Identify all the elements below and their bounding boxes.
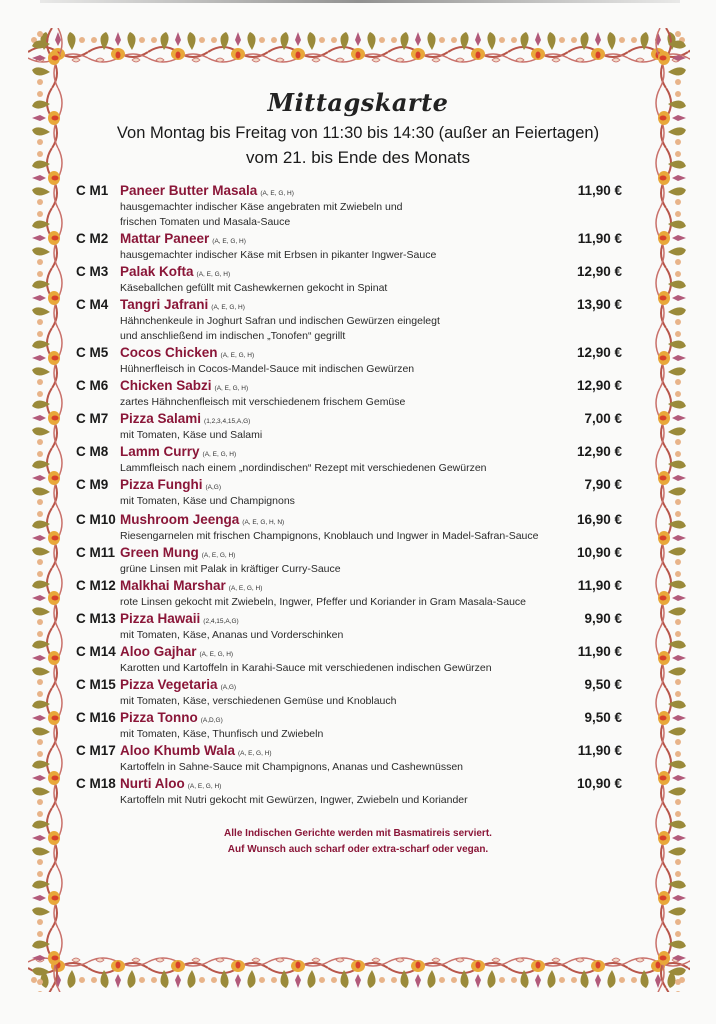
menu-item bbox=[76, 443, 628, 476]
dish-description: Kartoffeln mit Nutri gekocht mit Gewürzen, Ingwer, Zwiebeln und Koriander bbox=[120, 794, 468, 806]
allergen-codes: (A,G) bbox=[220, 684, 237, 691]
page-edge-shadow bbox=[40, 0, 680, 3]
dish-name bbox=[120, 263, 230, 284]
dish-description: Hähnchenkeule in Joghurt Safran und indischen Gewürzen eingelegt bbox=[120, 315, 440, 327]
dish-description: Lammfleisch nach einem „nordindischen“ Rezept mit verschiedenen Gewürzen bbox=[120, 462, 487, 474]
allergen-codes: (A, E, G, H) bbox=[202, 451, 237, 458]
menu-item-header bbox=[76, 443, 628, 461]
menu-item-header bbox=[76, 742, 628, 760]
allergen-codes: (A, E, G, H, N) bbox=[242, 519, 285, 526]
dish-name-text: Nurti Aloo bbox=[120, 776, 185, 791]
menu-item bbox=[76, 742, 628, 775]
paisley-border-icon bbox=[28, 28, 690, 68]
dish-price: 13,90 € bbox=[576, 297, 622, 312]
dish-name-text: Pizza Salami bbox=[120, 411, 202, 426]
dish-name bbox=[120, 610, 239, 631]
dish-description: zartes Hähnchenfleisch mit verschiedenem frischem Gemüse bbox=[120, 396, 406, 408]
menu-item-header bbox=[76, 263, 628, 281]
menu-item-header bbox=[76, 296, 628, 314]
allergen-codes: (A, E, G, H) bbox=[228, 585, 263, 592]
dish-name-text: Paneer Butter Masala bbox=[120, 183, 258, 198]
dish-name-text: Mushroom Jeenga bbox=[120, 512, 240, 527]
dish-name-text: Lamm Curry bbox=[120, 444, 200, 459]
dish-price: 16,90 € bbox=[576, 512, 622, 527]
dish-name bbox=[120, 742, 272, 763]
dish-description: Karotten und Kartoffeln in Karahi-Sauce mit verschiedenen indischen Gewürzen bbox=[120, 662, 492, 674]
menu-item-header bbox=[76, 230, 628, 248]
menu-item-header bbox=[76, 511, 628, 529]
allergen-codes: (A, E, G, H) bbox=[196, 271, 231, 278]
dish-price: 9,50 € bbox=[584, 677, 622, 692]
dish-price: 11,90 € bbox=[577, 183, 622, 198]
menu-item bbox=[76, 410, 628, 443]
menu-item bbox=[76, 476, 628, 509]
item-code: C M17 bbox=[76, 743, 116, 758]
allergen-codes: (A, E, G, H) bbox=[212, 238, 246, 245]
dish-description: Hühnerfleisch in Cocos-Mandel-Sauce mit indischen Gewürzen bbox=[120, 363, 415, 375]
dish-description: Käseballchen gefüllt mit Cashewkernen gekocht in Spinat bbox=[120, 282, 388, 294]
item-code: C M7 bbox=[76, 411, 109, 426]
ornamental-border-top bbox=[28, 28, 690, 68]
menu-item-header bbox=[76, 643, 628, 661]
dish-description: Kartoffeln in Sahne-Sauce mit Champignons, Ananas und Cashewnüssen bbox=[120, 761, 464, 773]
dish-name-text: Mattar Paneer bbox=[120, 231, 210, 246]
menu-item bbox=[76, 182, 628, 230]
dish-description: mit Tomaten, Käse, Ananas und Vorderschinken bbox=[120, 629, 344, 641]
dish-description: mit Tomaten, Käse, Thunfisch und Zwiebeln bbox=[120, 728, 324, 740]
paisley-border-icon bbox=[28, 952, 690, 992]
item-code: C M1 bbox=[76, 183, 109, 198]
menu-item bbox=[76, 344, 628, 377]
allergen-codes: (A, E, G, H) bbox=[220, 352, 255, 359]
dish-price: 10,90 € bbox=[576, 776, 622, 791]
item-code: C M15 bbox=[76, 677, 116, 692]
menu-item bbox=[76, 296, 628, 344]
dish-price: 7,00 € bbox=[584, 411, 622, 426]
dish-name-text: Pizza Funghi bbox=[120, 477, 203, 492]
footnote-spice: Auf Wunsch auch scharf oder extra-scharf oder vegan. bbox=[227, 844, 489, 855]
dish-description: mit Tomaten, Käse und Salami bbox=[120, 429, 263, 441]
menu-item bbox=[76, 775, 628, 808]
dish-name bbox=[120, 182, 294, 203]
menu-item bbox=[76, 230, 628, 263]
dish-name bbox=[120, 544, 235, 565]
dish-name bbox=[120, 377, 248, 398]
item-code: C M18 bbox=[76, 776, 116, 791]
dish-price: 11,90 € bbox=[577, 743, 622, 758]
date-range: vom 21. bis Ende des Monats bbox=[246, 148, 470, 167]
allergen-codes: (A, E, G, H) bbox=[199, 651, 234, 658]
menu-item-header bbox=[76, 377, 628, 395]
allergen-codes: (1,2,3,4,15,A,G) bbox=[204, 418, 251, 425]
dish-name bbox=[120, 577, 262, 598]
menu-item bbox=[76, 610, 628, 643]
item-code: C M6 bbox=[76, 378, 109, 393]
menu-item-header bbox=[76, 676, 628, 694]
menu-item-header bbox=[76, 544, 628, 562]
dish-description: grüne Linsen mit Palak in kräftiger Curry-Sauce bbox=[120, 563, 341, 575]
dish-name bbox=[120, 230, 246, 251]
dish-name bbox=[120, 443, 236, 464]
item-code: C M9 bbox=[76, 477, 109, 492]
dish-price: 7,90 € bbox=[584, 477, 622, 492]
dish-price: 12,90 € bbox=[576, 264, 622, 279]
menu-list bbox=[76, 182, 628, 808]
footnote-rice: Alle Indischen Gerichte werden mit Basmatireis serviert. bbox=[224, 828, 492, 839]
item-code: C M14 bbox=[76, 644, 116, 659]
dish-name bbox=[120, 709, 223, 730]
dish-description: mit Tomaten, Käse und Champignons bbox=[120, 495, 295, 507]
ornamental-border-bottom bbox=[28, 952, 690, 992]
dish-description: hausgemachter indischer Käse angebraten mit Zwiebeln und bbox=[120, 201, 403, 213]
allergen-codes: (A, E, G, H) bbox=[187, 783, 222, 790]
allergen-codes: (A, E, G, H) bbox=[260, 190, 294, 197]
menu-item bbox=[76, 577, 628, 610]
menu-item-header bbox=[76, 344, 628, 362]
item-code: C M4 bbox=[76, 297, 109, 312]
dish-name bbox=[120, 643, 233, 664]
dish-description: rote Linsen gekocht mit Zwiebeln, Ingwer, Pfeffer und Koriander in Gram Masala-Sauce bbox=[120, 596, 527, 608]
dish-description: Riesengarnelen mit frischen Champignons, Knoblauch und Ingwer in Madel-Safran-Sauce bbox=[120, 530, 539, 542]
allergen-codes: (A,D,G) bbox=[200, 717, 223, 724]
menu-item bbox=[76, 377, 628, 410]
allergen-codes: (2,4,15,A,G) bbox=[203, 618, 239, 625]
menu-item bbox=[76, 643, 628, 676]
dish-price: 11,90 € bbox=[577, 644, 622, 659]
dish-name-text: Tangri Jafrani bbox=[120, 297, 209, 312]
dish-name bbox=[120, 676, 236, 697]
dish-name-text: Pizza Hawaii bbox=[120, 611, 201, 626]
menu-item-header bbox=[76, 182, 628, 200]
menu-item-header bbox=[76, 577, 628, 595]
dish-name-text: Pizza Vegetaria bbox=[120, 677, 218, 692]
dish-price: 9,50 € bbox=[584, 710, 622, 725]
dish-name-text: Pizza Tonno bbox=[120, 710, 198, 725]
dish-name-text: Cocos Chicken bbox=[120, 345, 218, 360]
dish-name bbox=[120, 344, 254, 365]
dish-price: 11,90 € bbox=[577, 578, 622, 593]
menu-item bbox=[76, 263, 628, 296]
dish-name bbox=[120, 410, 250, 431]
dish-name-text: Aloo Gajhar bbox=[120, 644, 197, 659]
dish-price: 12,90 € bbox=[576, 345, 622, 360]
dish-name bbox=[120, 775, 221, 796]
menu-item bbox=[76, 511, 628, 544]
dish-name bbox=[120, 511, 284, 532]
item-code: C M2 bbox=[76, 231, 109, 246]
page-title: Mittagskarte bbox=[267, 88, 449, 117]
dish-name-text: Aloo Khumb Wala bbox=[120, 743, 235, 758]
allergen-codes: (A, E, G, H) bbox=[214, 385, 249, 392]
menu-item-header bbox=[76, 476, 628, 494]
dish-price: 12,90 € bbox=[576, 444, 622, 459]
menu-item-header bbox=[76, 775, 628, 793]
dish-description: mit Tomaten, Käse, verschiedenen Gemüse und Knoblauch bbox=[120, 695, 397, 707]
dish-price: 12,90 € bbox=[576, 378, 622, 393]
item-code: C M3 bbox=[76, 264, 109, 279]
item-code: C M8 bbox=[76, 444, 109, 459]
dish-name-text: Green Mung bbox=[120, 545, 199, 560]
item-code: C M10 bbox=[76, 512, 116, 527]
menu-item-header bbox=[76, 610, 628, 628]
dish-description: und anschließend im indischen „Tonofen“ gegrillt bbox=[120, 330, 346, 342]
dish-price: 10,90 € bbox=[576, 545, 622, 560]
dish-price: 9,90 € bbox=[584, 611, 622, 626]
opening-hours: Von Montag bis Freitag von 11:30 bis 14:30 (außer an Feiertagen) bbox=[116, 124, 600, 142]
dish-description: frischen Tomaten und Masala-Sauce bbox=[120, 216, 291, 228]
menu-item-header bbox=[76, 709, 628, 727]
dish-price: 11,90 € bbox=[577, 231, 622, 246]
allergen-codes: (A, E, G, H) bbox=[238, 750, 272, 757]
item-code: C M5 bbox=[76, 345, 109, 360]
menu-item bbox=[76, 709, 628, 742]
item-code: C M12 bbox=[76, 578, 116, 593]
item-code: C M16 bbox=[76, 710, 116, 725]
dish-name-text: Chicken Sabzi bbox=[120, 378, 212, 393]
menu-item bbox=[76, 544, 628, 577]
dish-name-text: Palak Kofta bbox=[120, 264, 194, 279]
allergen-codes: (A, E, G, H) bbox=[201, 552, 236, 559]
item-code: C M13 bbox=[76, 611, 116, 626]
allergen-codes: (A, E, G, H) bbox=[211, 304, 245, 311]
menu-item-header bbox=[76, 410, 628, 428]
dish-description: hausgemachter indischer Käse mit Erbsen in pikanter Ingwer-Sauce bbox=[120, 249, 437, 261]
item-code: C M11 bbox=[76, 545, 116, 560]
dish-name bbox=[120, 476, 221, 497]
menu-item bbox=[76, 676, 628, 709]
dish-name-text: Malkhai Marshar bbox=[120, 578, 226, 593]
dish-name bbox=[120, 296, 245, 317]
allergen-codes: (A,G) bbox=[205, 484, 222, 491]
